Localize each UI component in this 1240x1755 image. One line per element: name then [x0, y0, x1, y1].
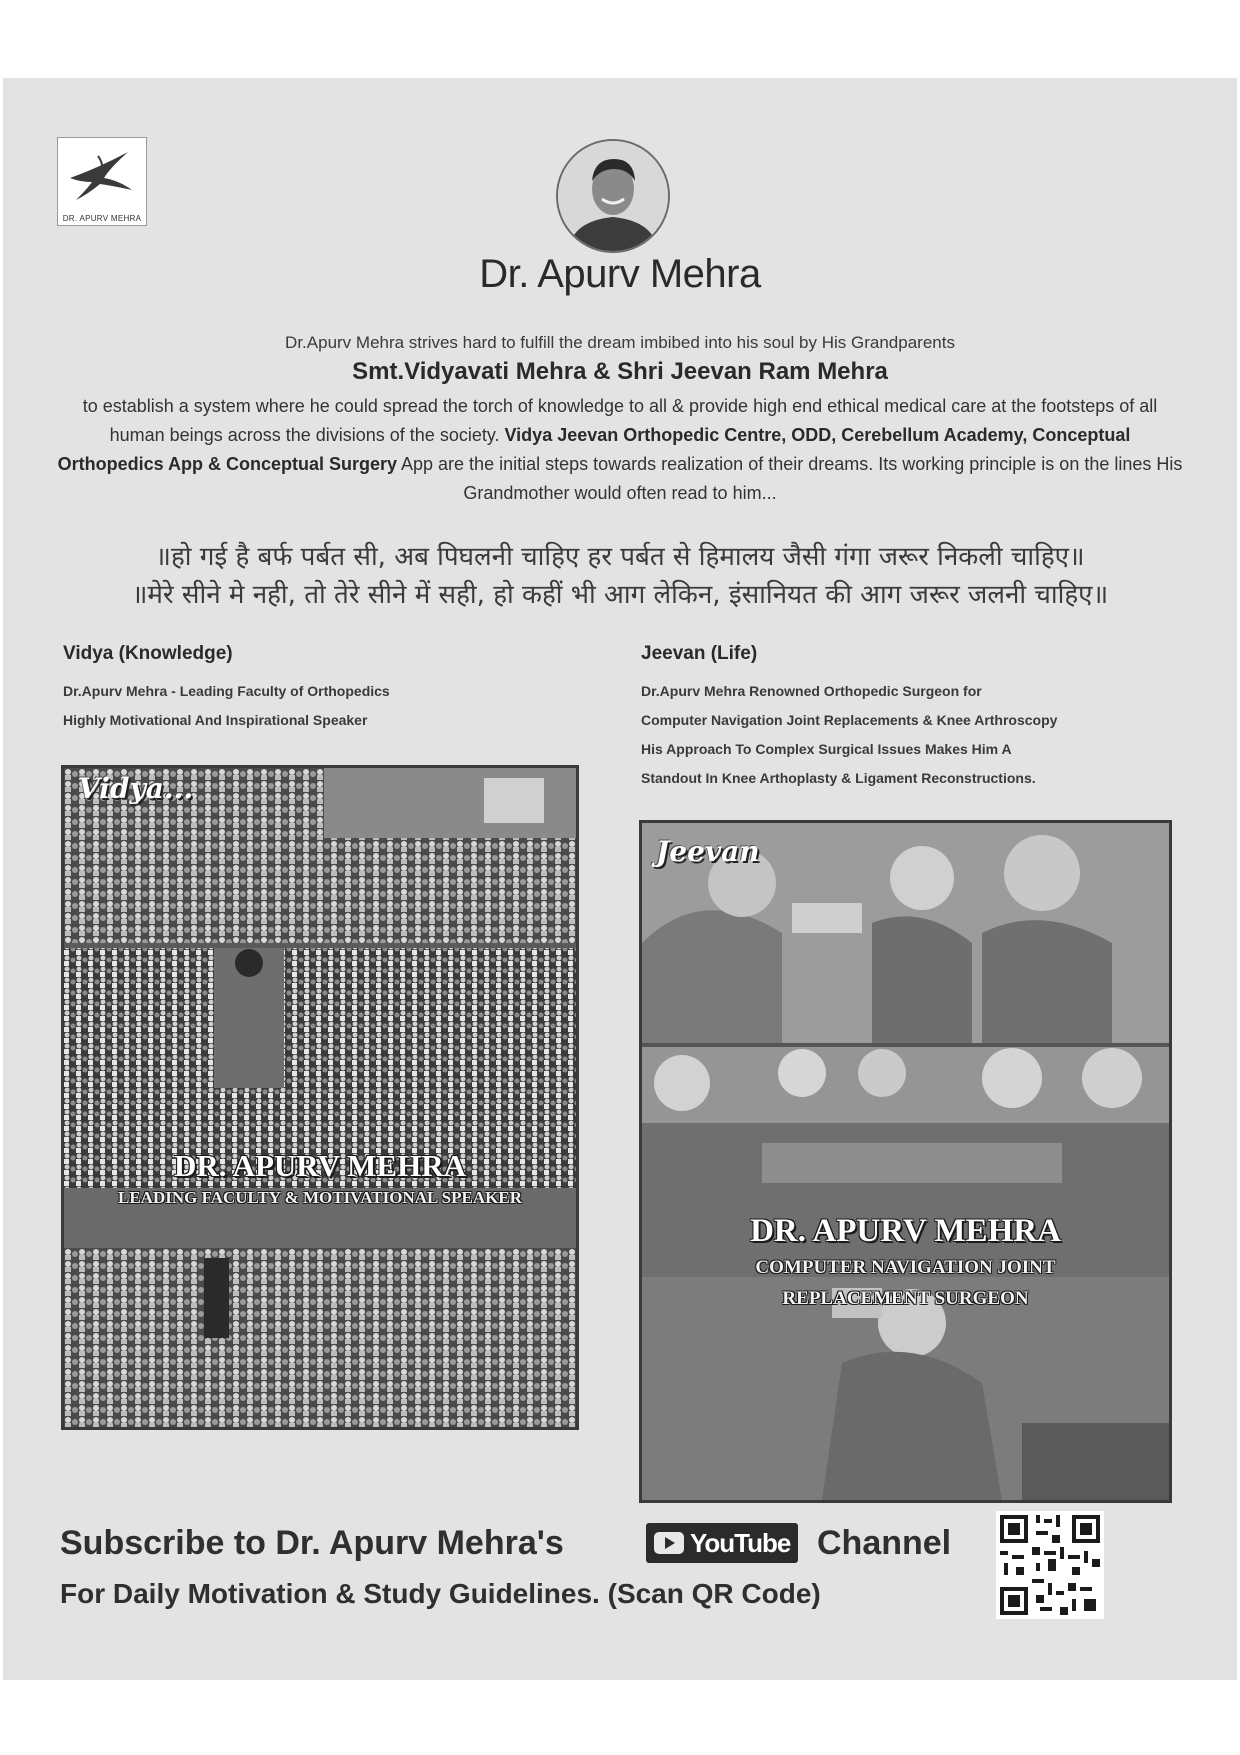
mission-initiatives: Vidya Jeevan Orthopedic Centre, ODD, Cerebellum Academy, Conceptual Orthopedics App & Conceptual Surgery: [57, 425, 1131, 474]
logo-caption: DR. APURV MEHRA: [62, 214, 142, 223]
surgery-photo-icon: [642, 823, 1169, 1500]
qr-code[interactable]: [996, 1511, 1104, 1619]
subscribe-text: Subscribe to Dr. Apurv Mehra's: [60, 1524, 564, 1562]
jeevan-photo-subtitle-2: REPLACEMENT SURGEON: [782, 1288, 1029, 1309]
vidya-photo-collage: [61, 765, 579, 1430]
lecture-hall-photo-icon: [64, 768, 576, 1427]
vidya-heading: Vidya (Knowledge): [63, 643, 233, 664]
doctor-portrait: [556, 139, 670, 253]
jeevan-line-1: Dr.Apurv Mehra Renowned Orthopedic Surgeon for: [641, 683, 982, 699]
jeevan-photo-label: Jeevan: [656, 835, 760, 868]
qr-code-icon: [996, 1511, 1104, 1619]
mission-text-1: to establish a system where he could spread the torch of knowledge to all & provide high end ethical medical care at the footsteps of all human beings across the divisions of the society.: [82, 396, 1158, 445]
jeevan-photo-collage: [639, 820, 1172, 1503]
poem-line-1: ॥हो गई है बर्फ पर्बत सी, अब पिघलनी चाहिए हर पर्बत से हिमालय जैसी गंगा जरूर निकली चाहिए॥: [155, 542, 1085, 572]
youtube-label: YouTube: [690, 1528, 791, 1558]
portrait-icon: [558, 141, 668, 251]
youtube-badge[interactable]: [646, 1523, 798, 1563]
youtube-play-icon: [654, 1532, 684, 1554]
mission-text-2: App are the initial steps towards realization of their dreams. Its working principle is on the lines His Grandmother would often read to him...: [397, 454, 1183, 503]
mission-paragraph: [55, 392, 1185, 508]
vidya-line-1: Dr.Apurv Mehra - Leading Faculty of Orthopedics: [63, 683, 390, 699]
jeevan-photo-subtitle-1: COMPUTER NAVIGATION JOINT: [755, 1257, 1056, 1278]
vidya-photo-label: Vidya...: [78, 772, 194, 805]
jeevan-heading: Jeevan (Life): [641, 643, 758, 664]
jeevan-line-3: His Approach To Complex Surgical Issues Makes Him A: [641, 741, 1012, 757]
daily-motivation-text: For Daily Motivation & Study Guidelines. (Scan QR Code): [60, 1578, 821, 1609]
bird-logo-icon: [58, 138, 146, 210]
jeevan-line-4: Standout In Knee Arthoplasty & Ligament Reconstructions.: [641, 770, 1036, 786]
intro-text: Dr.Apurv Mehra strives hard to fulfill the dream imbibed into his soul by His Grandparents: [285, 333, 955, 352]
vidya-photo-subtitle: LEADING FACULTY & MOTIVATIONAL SPEAKER: [118, 1188, 522, 1207]
channel-text: Channel: [817, 1524, 952, 1562]
jeevan-line-2: Computer Navigation Joint Replacements & Knee Arthroscopy: [641, 712, 1058, 728]
vidya-photo-name: DR. APURV MEHRA: [174, 1148, 466, 1183]
vidya-line-2: Highly Motivational And Inspirational Speaker: [63, 712, 368, 728]
brand-logo: [57, 137, 147, 226]
poem-line-2: ॥मेरे सीने मे नही, तो तेरे सीने में सही, हो कहीं भी आग लेकिन, इंसानियत की आग जरूर जलनी चाहिए॥: [131, 580, 1109, 610]
jeevan-photo-name: DR. APURV MEHRA: [750, 1213, 1061, 1249]
page-title: Dr. Apurv Mehra: [479, 252, 761, 296]
grandparents-names: Smt.Vidyavati Mehra & Shri Jeevan Ram Mehra: [352, 358, 888, 385]
